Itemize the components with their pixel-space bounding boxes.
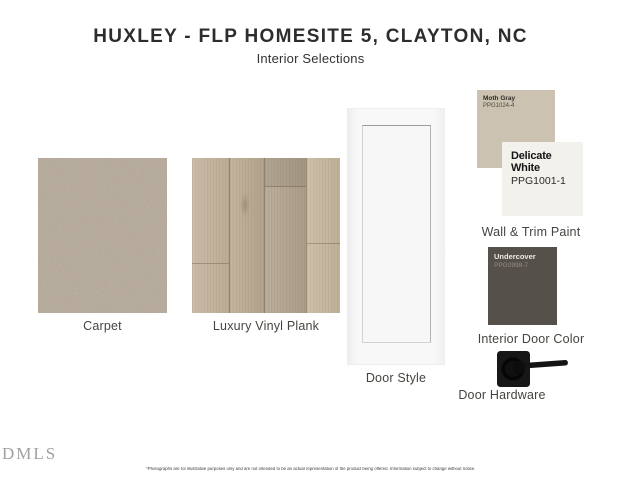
carpet-swatch (38, 158, 167, 313)
door-style-label: Door Style (365, 371, 427, 385)
page-subtitle: Interior Selections (256, 51, 365, 66)
carpet-label: Carpet (83, 319, 122, 333)
disclaimer-text: *Photographs are for illustrative purposes only and are not intended to be an actual representation of the product being offered. Information subject to change without notice. (145, 467, 476, 472)
lvp-label: Luxury Vinyl Plank (212, 319, 320, 333)
wall-trim-paint-label: Wall & Trim Paint (481, 225, 581, 239)
lvp-plank (192, 158, 229, 313)
door-panel (362, 125, 431, 343)
door-hardware-image (492, 349, 572, 391)
paint-chip-name: Undercover (494, 252, 536, 261)
paint-chip-undercover (488, 247, 557, 325)
paint-chip-delicate-white (502, 142, 583, 216)
door-lever-icon (492, 349, 572, 391)
carpet-texture (38, 158, 167, 313)
door-hardware-label: Door Hardware (458, 388, 546, 402)
paint-chip-code: PPG1001-1 (511, 175, 566, 187)
paint-chip-name: Delicate White (511, 150, 552, 174)
door-style-swatch (348, 109, 444, 364)
lvp-plank (229, 158, 264, 313)
lvp-swatch (192, 158, 340, 313)
interior-door-color-label: Interior Door Color (477, 332, 585, 346)
paint-chip-code: PPG0998-7 (494, 262, 528, 269)
lvp-plank (306, 158, 340, 313)
disclaimer-row (0, 458, 621, 476)
lvp-plank (264, 158, 306, 313)
paint-chip-code: PPG1024-4 (483, 103, 515, 109)
page-title: HUXLEY - FLP HOMESITE 5, CLAYTON, NC (93, 26, 528, 47)
mls-watermark: DMLS (2, 444, 58, 463)
paint-chip-name: Moth Gray (483, 95, 516, 102)
